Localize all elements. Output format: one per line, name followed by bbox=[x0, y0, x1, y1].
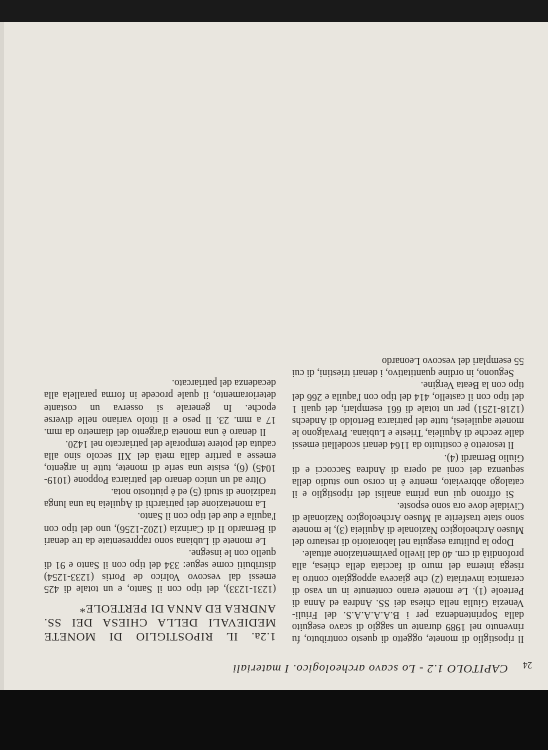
left-column bbox=[292, 354, 524, 644]
right-column bbox=[44, 376, 276, 644]
right-paragraph: Oltre ad un unico denaro del patriarca Poppone (1019-1045) (6), esiste una serie di monete, tutte in argento, emesse a partire dalla metà del XII secolo sino alla caduta del potere temporale del patriarcato nel 1420. bbox=[44, 437, 276, 486]
left-paragraph: Il ripostiglio di monete, oggetto di questo contributo, fu rinvenuto nel 1989 durante un saggio di scavo eseguito dalla Soprintendenza per i B.A.A.A.A.S. del Friuli-Venezia Giulia nella chiesa dei SS. Andrea ed Anna di Perteole (1). Le monete erano contenute in un vaso di ceramica invetriata (2) che giaceva appoggiato contro la risega interna del muro di facciata della chiesa, alla profondità di cm. 40 dal livello pavimentazione attuale. bbox=[292, 548, 524, 644]
right-paragraph: Le monete di Lubiana sono rappresentate da tre denari di Bernardo II di Carinzia (1202-1256), uno del tipo con l'aquila e due del tipo con il Santo. bbox=[44, 510, 276, 546]
right-paragraph: (1231-1233), del tipo con il Santo, e un totale di 425 emessi dal vescovo Volrico de Portis (1233-1254) distribuiti come segue: 334 del tipo con il Santo e 91 di quello con le insegne. bbox=[44, 546, 276, 594]
left-paragraph: Si offrono qui una prima analisi del ripostiglio e il catalogo abbreviato, mentre è in corso uno studio della sequenza dei coni ad opera di Andrea Saccocci e di Giulio Bernardi (4). bbox=[292, 451, 524, 499]
left-paragraph: Il tesoretto è costituito da 1164 denari scodellati emessi dalle zecche di Aquileia, Trieste e Lubiana. Prevalgono le monete aquileiesi, tutte del patriarca Bertoldo di Andechs (1218-1251) per un totale di 661 esemplari, dei quali 1 del tipo con il castello, 414 del tipo con l'aquila e 266 del tipo con la Beata Vergine. bbox=[292, 379, 524, 451]
right-paragraph: La monetazione dei patriarchi di Aquileia ha una lunga tradizione di studi (5) ed è piuttosto nota. bbox=[44, 486, 276, 510]
left-paragraph: Dopo la pulitura eseguita nel laboratorio di restauro del Museo Archeologico Nazionale di Aquileia (3), le monete sono state trasferite al Museo Archeologico Nazionale di Cividale dove ora sono esposte. bbox=[292, 499, 524, 548]
left-paragraph: Seguono, in ordine quantitativo, i denari triestini, di cui 55 esemplari del vescovo Leonardo bbox=[292, 354, 524, 378]
scanned-page bbox=[4, 22, 548, 690]
section-title: 1.2a. IL RIPOSTIGLIO DI MONETE MEDIEVALI DELLA CHIESA DEI SS. ANDREA ED ANNA DI PERTEOLE* bbox=[44, 602, 276, 644]
right-paragraph: Il denaro è una moneta d'argento del diametro da mm. 17 a mm. 23. Il peso e il titolo variano nelle diverse epoche. In generale si osserva un costante deterioramento, il quale procede in forma parallela alla decadenza del patriarcato. bbox=[44, 377, 276, 437]
scan-bottom-border bbox=[0, 690, 548, 750]
page-number: 24 bbox=[523, 660, 532, 670]
rotated-page-content bbox=[4, 22, 548, 690]
running-head: CAPITOLO 1.2 - Lo scavo archeologico. I materiali bbox=[232, 662, 508, 676]
scan-top-border bbox=[0, 0, 548, 22]
